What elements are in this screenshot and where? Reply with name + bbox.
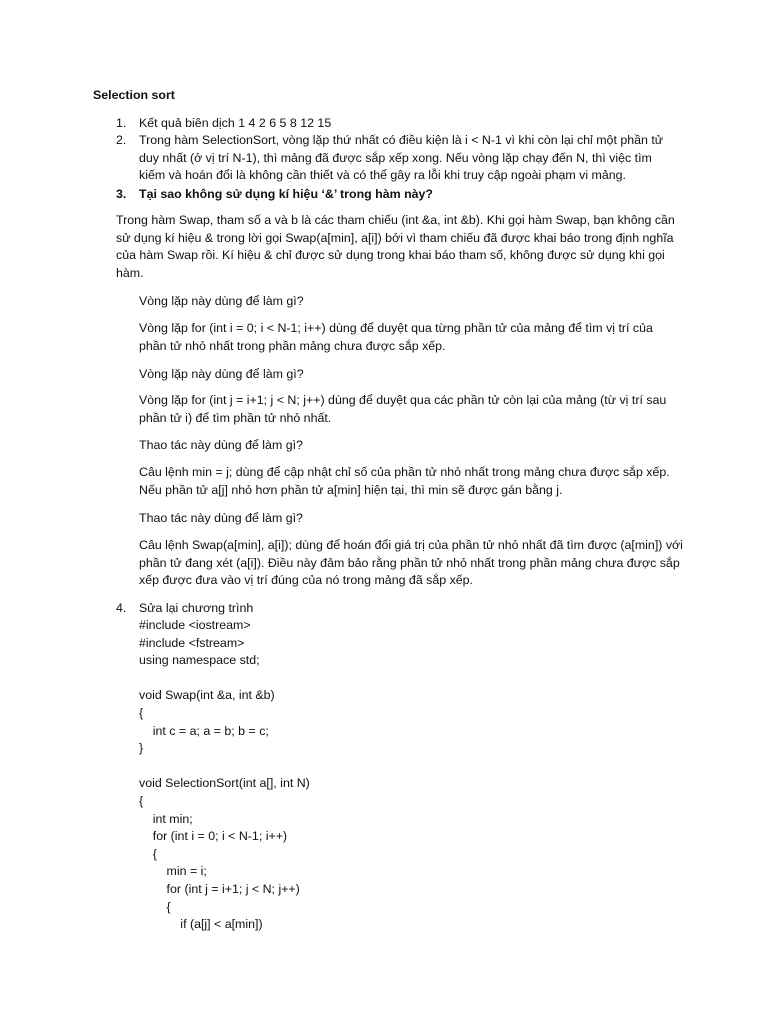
code-line: } (139, 741, 144, 756)
question-text: Thao tác này dùng để làm gì? (139, 438, 303, 452)
code-line: { (139, 846, 157, 861)
code-line: { (139, 899, 171, 914)
code-line: { (139, 793, 144, 808)
list-text: Trong hàm SelectionSort, vòng lặp thứ nhất có điều kiện là i < N-1 vì khi còn lại chỉ một phần tử duy nhất (ở vị trí N-1), thì mảng đã được sắp xếp xong. Nếu vòng lặp chạy đến N, thì việc tìm kiếm và hoán đổi là không cần thiết và có thể gây ra lỗi khi truy cập ngoài phạm vi mảng. (139, 133, 664, 183)
code-line: void Swap(int &a, int &b) (139, 688, 275, 703)
question-text: Vòng lặp này dùng để làm gì? (139, 367, 304, 381)
list-number: 1. (116, 116, 127, 130)
question-text: Vòng lặp này dùng để làm gì? (139, 294, 304, 308)
answer-paragraph: Trong hàm Swap, tham số a và b là các tham chiếu (int &a, int &b). Khi gọi hàm Swap, bạn không cần sử dụng kí hiệu & trong lời gọi Swap(a[min], a[i]) bởi vì tham chiếu đã được khai báo trong định nghĩa của hàm Swap rồi. Kí hiệu & chỉ được sử dụng trong khai báo tham số, không được sử dụng khi gọi hàm. (116, 213, 675, 280)
code-line (139, 758, 699, 776)
code-line: using namespace std; (139, 653, 260, 668)
answer-text: Câu lệnh min = j; dùng để cập nhật chỉ số của phần tử nhỏ nhất trong mảng chưa được sắp xếp. Nếu phần tử a[j] nhỏ hơn phần tử a[min] hiện tại, thì min sẽ được gán bằng j. (139, 465, 670, 497)
list-item-1 (116, 115, 676, 133)
code-line: for (int j = i+1; j < N; j++) (139, 881, 300, 896)
question-text: Thao tác này dùng để làm gì? (139, 511, 303, 525)
code-line: #include <iostream> (139, 618, 251, 632)
code-line: { (139, 705, 144, 720)
answer-text: Vòng lặp for (int i = 0; i < N-1; i++) dùng để duyệt qua từng phần tử của mảng để tìm vị trí của phần tử nhỏ nhất trong phần mảng chưa được sắp xếp. (139, 321, 653, 353)
list-number: 3. (116, 187, 127, 201)
code-block (139, 617, 699, 934)
document-title: Selection sort (93, 88, 175, 102)
code-line (139, 670, 699, 688)
code-line: min = i; (139, 864, 207, 879)
list-number: 4. (116, 601, 127, 615)
list-text: Sửa lại chương trình (139, 601, 254, 615)
list-item-3 (116, 186, 676, 204)
code-line: int min; (139, 811, 193, 826)
answer-text: Câu lệnh Swap(a[min], a[i]); dùng để hoán đổi giá trị của phần tử nhỏ nhất đã tìm được (a[min]) với phần tử đang xét (a[i]). Điều này đảm bảo rằng phần tử nhỏ nhất trong phần mảng chưa được sắp xếp được đưa vào vị trí đúng của nó trong mảng đã sắp xếp. (139, 538, 683, 588)
code-line: if (a[j] < a[min]) (139, 917, 263, 932)
list-item-2 (116, 132, 676, 185)
code-line: #include <fstream> (139, 635, 245, 650)
answer-text: Vòng lặp for (int j = i+1; j < N; j++) dùng để duyệt qua các phần tử còn lại của mảng (từ vị trí sau phần tử i) để tìm phần tử nhỏ nhất. (139, 393, 667, 425)
list-number: 2. (116, 133, 127, 147)
list-item-4 (116, 600, 676, 618)
list-text: Tại sao không sử dụng kí hiệu ‘&’ trong hàm này? (139, 187, 433, 201)
list-text: Kết quả biên dịch 1 4 2 6 5 8 12 15 (139, 116, 332, 130)
code-line: void SelectionSort(int a[], int N) (139, 776, 310, 791)
code-line: int c = a; a = b; b = c; (139, 723, 269, 738)
code-line: for (int i = 0; i < N-1; i++) (139, 829, 288, 844)
